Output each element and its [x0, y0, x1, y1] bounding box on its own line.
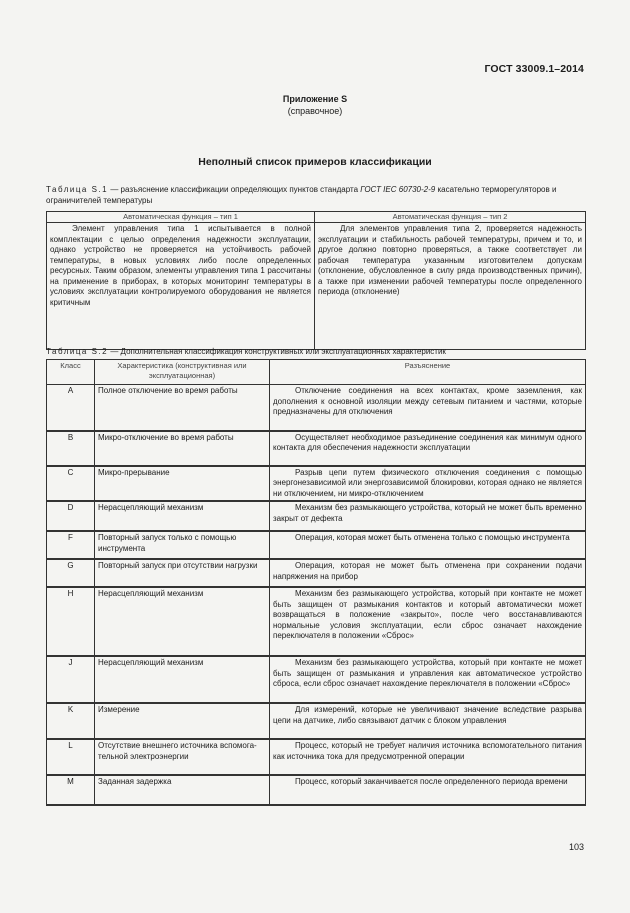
class-cell: L — [47, 739, 95, 775]
explanation-cell: Механизм без размыкающего устройства, который при контакте не может быть защищен от размыкания и управления как автоматическое устройство сброса, если сброс означает нахождение переключателя в положении «Сброс» — [270, 656, 586, 703]
table-row — [47, 466, 586, 502]
appendix-heading — [0, 93, 630, 117]
table-row — [47, 775, 586, 805]
table-row — [47, 385, 586, 431]
table-row — [47, 739, 586, 775]
characteristic-cell: Повторный запуск только с помощью инструмента — [95, 531, 270, 559]
table1-col1-cell: Элемент управления типа 1 испытывается в полной комплектации с целью определения надежности эксплуатации, однако устройство не проверяется на устойчивость рабочей температуры, в новых условиях либо после определенных ресурсных. Таким образом, элементы управления типа 1 рассчитаны на применение в приборах, в которых мониторинг температуры в условиях эксплуатации контролируемого оборудования не является критичным — [47, 223, 315, 350]
explanation-cell: Процесс, который заканчивается после определенного периода времени — [270, 775, 586, 805]
table-row — [47, 501, 586, 531]
class-cell: F — [47, 531, 95, 559]
class-cell: D — [47, 501, 95, 531]
class-cell: A — [47, 385, 95, 431]
explanation-cell: Механизм без размыкающего устройства, который не может быть временно закрыт от дефекта — [270, 501, 586, 531]
class-cell: K — [47, 703, 95, 739]
class-cell: M — [47, 775, 95, 805]
appendix-title: Приложение S — [282, 94, 348, 104]
page-number: 103 — [568, 842, 584, 852]
class-cell: B — [47, 431, 95, 466]
explanation-cell: Операция, которая не может быть отменена при сохранении подачи напряжения на прибор — [270, 559, 586, 587]
table1-col1-header: Автоматическая функция – тип 1 — [47, 212, 315, 223]
characteristic-cell: Полное отключение во время работы — [95, 385, 270, 431]
explanation-cell: Разрыв цепи путем физического отключения соединения с помощью энергонезависимой или энергозависимой блокировки, которая однако не является ни отключением, ни микро-отключением — [270, 466, 586, 502]
table1-caption-text: — разъяснение классификации определяющих пунктов стандарта — [108, 185, 361, 194]
table-row — [47, 559, 586, 587]
appendix-subtitle: (справочное) — [287, 106, 343, 116]
table-row — [47, 587, 586, 656]
characteristic-cell: Заданная задержка — [95, 775, 270, 805]
explanation-cell: Осуществляет необходимое разъединение соединения как минимум одного контакта для обеспечения надежности эксплуатации — [270, 431, 586, 466]
characteristic-cell: Нерасцепляющий механизм — [95, 656, 270, 703]
table-row — [47, 431, 586, 466]
table-s2 — [46, 359, 586, 806]
standard-code: ГОСТ 33009.1–2014 — [484, 63, 584, 75]
table-row — [47, 656, 586, 703]
table1-caption-standard: ГОСТ IEC 60730-2-9 — [360, 185, 436, 194]
table1-col2-header: Автоматическая функция – тип 2 — [315, 212, 586, 223]
explanation-cell: Отключение соединения на всех контактах, кроме заземления, как дополнения к основной изоляции между сетевым питанием и частями, которые предназначены для отключения — [270, 385, 586, 431]
table-row — [47, 531, 586, 559]
explanation-cell: Операция, которая может быть отменена только с помощью инструмента — [270, 531, 586, 559]
table-row — [47, 703, 586, 739]
class-cell: H — [47, 587, 95, 656]
characteristic-cell: Повторный запуск при отсутствии нагрузки — [95, 559, 270, 587]
table1-caption — [46, 185, 586, 206]
table2-header-characteristic: Характеристика (конструктивная или эксплуатационная) — [95, 360, 270, 385]
table1-caption-text-after: касательно терморегуляторов и ограничителей температуры — [46, 185, 557, 205]
characteristic-cell: Микро-прерывание — [95, 466, 270, 502]
class-cell: G — [47, 559, 95, 587]
table2-caption — [46, 347, 586, 358]
explanation-cell: Процесс, который не требует наличия источника вспомогательного питания как источника тока для предусмотренной операции — [270, 739, 586, 775]
table1-caption-label: Таблица S.1 — [46, 185, 109, 194]
table2-caption-label: Таблица S.2 — [46, 347, 109, 356]
characteristic-cell: Нерасцепляющий механизм — [95, 587, 270, 656]
characteristic-cell: Отсутствие внешнего источника вспомога- тельной электроэнергии — [95, 739, 270, 775]
table2-header-class: Класс — [47, 360, 95, 385]
class-cell: J — [47, 656, 95, 703]
class-cell: C — [47, 466, 95, 502]
characteristic-cell: Микро-отключение во время работы — [95, 431, 270, 466]
page-title: Неполный список примеров классификации — [198, 156, 432, 168]
table2-header-explanation: Разъяснение — [270, 360, 586, 385]
characteristic-cell: Измерение — [95, 703, 270, 739]
table-s1 — [46, 211, 586, 350]
table2-caption-text: — Дополнительная классификация конструктивных или эксплуатационных характеристик — [108, 347, 446, 356]
explanation-cell: Для измерений, которые не увеличивают значение вследствие разрыва цепи на датчике, либо связывают датчик с блоком управления — [270, 703, 586, 739]
characteristic-cell: Нерасцепляющий механизм — [95, 501, 270, 531]
explanation-cell: Механизм без размыкающего устройства, который при контакте не может быть защищен от размыкания контактов и который автоматически может возвращаться в положение «закрыто», после чего восстанавливаются нормальные условия эксплуатации, если сброс означает нахождение переключателя в положении «Сброс» — [270, 587, 586, 656]
table1-col2-cell: Для элементов управления типа 2, проверяется надежность эксплуатации и стабильность рабочей температуры, причем и то, и другое должно повторно проверяться, а также соответствует ли рабочая температура указанным изготовителем допускам (отклонение, обусловленное в силу ряда производственных причин), а также при изменении рабочей температуры после определенного периода (отклонение) — [315, 223, 586, 350]
